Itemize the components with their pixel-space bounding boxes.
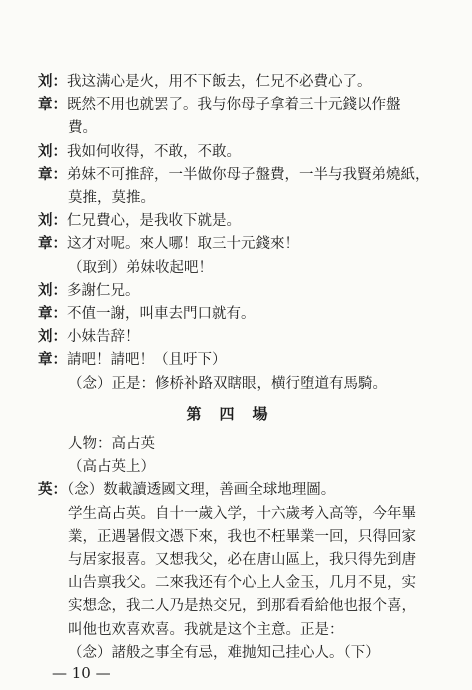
verse-line: （念）諸般之事全有忌，难抛知己挂心人。（下） xyxy=(68,644,380,661)
speaker-label: 刘： xyxy=(38,328,67,346)
stage-direction: （取到）弟妹收起吧！ xyxy=(68,259,213,276)
dialogue-line xyxy=(38,95,401,115)
dialogue-text: 这才对呢。來人哪！取三十元錢來！ xyxy=(67,236,299,253)
dialogue-line xyxy=(38,165,430,185)
dialogue-continuation: 叫他也欢喜欢喜。我就是这个主意。正是： xyxy=(68,621,344,638)
dialogue-continuation: 莫推，莫推。 xyxy=(68,190,155,206)
dialogue-text: 既然不用也就罢了。我与你母子拿着三十元錢以作盤 xyxy=(67,97,401,114)
speaker-label: 章： xyxy=(38,165,67,183)
dialogue-continuation: 实想念，我二人乃是热交兄，到那看看給他也报个喜， xyxy=(68,598,416,615)
dialogue-line xyxy=(38,350,227,370)
speaker-label: 刘： xyxy=(38,73,67,90)
dialogue-line xyxy=(38,72,372,92)
dialogue-text: 請吧！請吧！（且吁下） xyxy=(67,352,227,369)
dialogue-text: 我如何收得，不敢，不敢。 xyxy=(67,143,241,160)
stage-direction: （高占英上） xyxy=(68,459,155,476)
dialogue-line xyxy=(38,234,299,254)
dialogue-line xyxy=(38,142,241,162)
characters-line: 人物：高占英 xyxy=(68,436,155,452)
dialogue-continuation: 山告禀我父。二來我还有个心上人金玉，几月不見，实 xyxy=(68,575,416,592)
dialogue-continuation: 業，正遇暑假文憑下來，我也不枉畢業一回，只得回家 xyxy=(68,528,416,545)
speaker-label: 章： xyxy=(38,235,67,253)
dialogue-text: 多謝仁兄。 xyxy=(67,282,140,299)
dialogue-line xyxy=(38,211,241,231)
speaker-label: 章： xyxy=(38,96,67,114)
dialogue-text: （念）数載讀透國文理，善画全球地理圖。 xyxy=(67,482,336,499)
dialogue-text: 弟妹不可推辞，一半做你母子盤費，一半与我賢弟燒紙， xyxy=(67,166,430,183)
speaker-label: 章： xyxy=(38,305,67,322)
dialogue-continuation: 費。 xyxy=(68,120,97,137)
speaker-label: 英： xyxy=(38,481,67,499)
dialogue-text: 不值一謝，叫車去門口就有。 xyxy=(67,306,256,322)
dialogue-line xyxy=(38,281,140,301)
dialogue-line xyxy=(38,327,140,347)
page-number: — 10 — xyxy=(52,664,111,682)
dialogue-continuation: 学生高占英。自十一歲入学，十六歲考入高等，今年畢 xyxy=(68,505,416,522)
dialogue-text: 我这满心是火，用不下飯去，仁兄不必費心了。 xyxy=(67,74,372,90)
speaker-label: 刘： xyxy=(38,212,67,230)
verse-line: （念）正是：修桥补路双瞎眼，横行堕道有馬騎。 xyxy=(68,375,387,392)
dialogue-line xyxy=(38,480,335,500)
speaker-label: 刘： xyxy=(38,142,67,160)
dialogue-continuation: 与居家报喜。又想我父，必在唐山區上，我只得先到唐 xyxy=(68,552,416,568)
dialogue-text: 小妹告辞！ xyxy=(67,329,140,346)
speaker-label: 刘： xyxy=(38,281,67,299)
speaker-label: 章： xyxy=(38,351,67,369)
scene-title: 第四場 xyxy=(186,404,286,423)
dialogue-text: 仁兄費心，是我收下就是。 xyxy=(67,213,241,230)
dialogue-line xyxy=(38,304,256,324)
